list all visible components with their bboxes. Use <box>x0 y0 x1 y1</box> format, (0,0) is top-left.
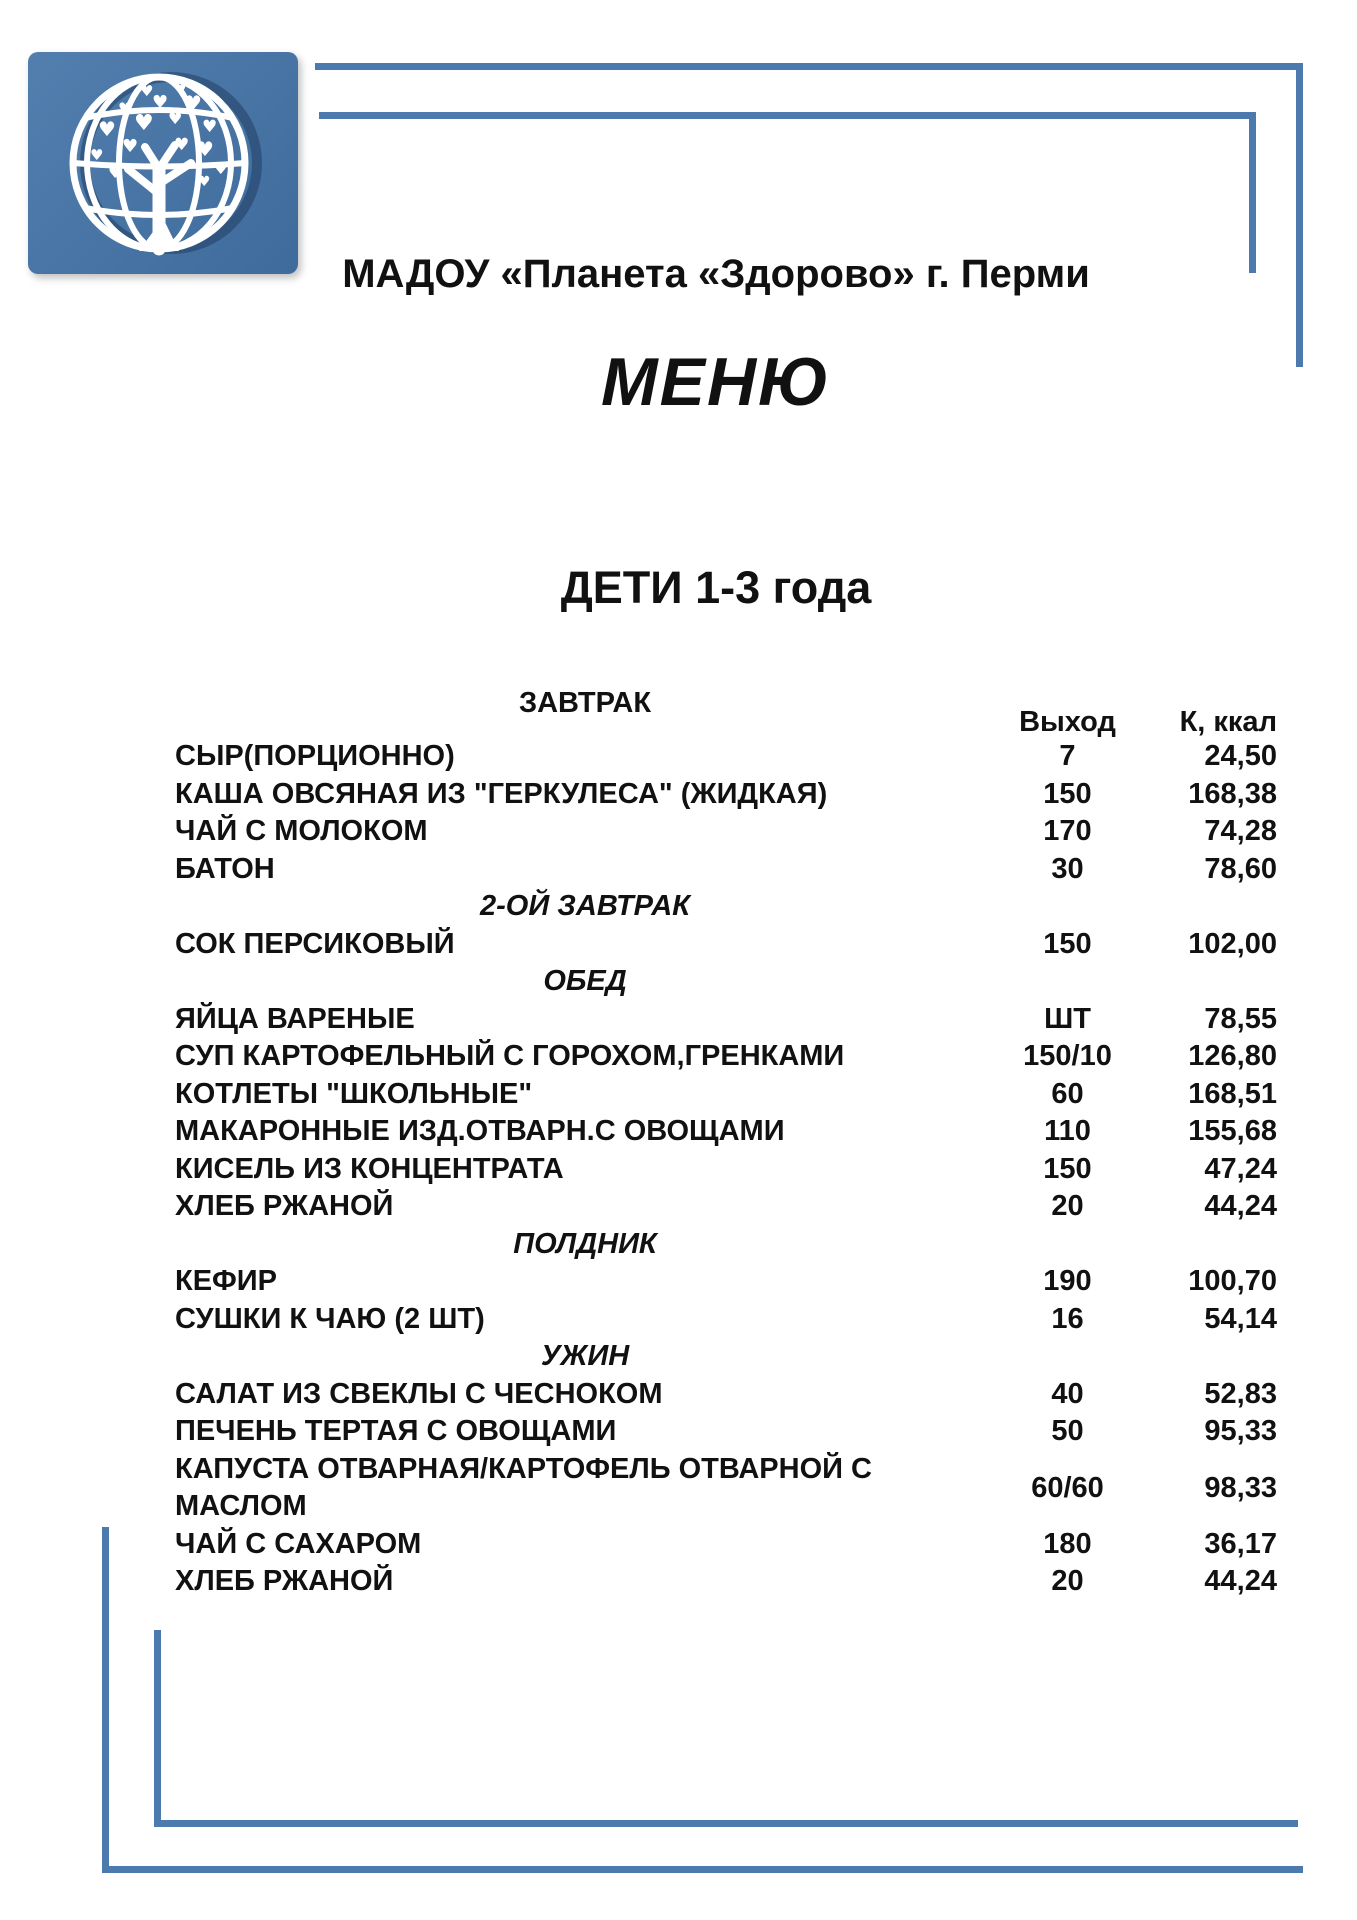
item-calories: 155,68 <box>1188 1115 1277 1147</box>
svg-text:♥: ♥ <box>98 117 116 141</box>
section-label: УЖИН <box>540 1340 630 1372</box>
menu-section-header <box>155 1338 1277 1376</box>
menu-item-row <box>155 1563 1277 1601</box>
menu-item-row <box>155 1038 1277 1076</box>
item-output: 30 <box>1051 852 1084 885</box>
section-label: 2-ОЙ ЗАВТРАК <box>480 890 690 922</box>
svg-text:♥: ♥ <box>90 146 104 164</box>
menu-item-row <box>155 1001 1277 1039</box>
item-calories: 47,24 <box>1204 1152 1277 1185</box>
org-title: МАДОУ «Планета «Здорово» г. Перми <box>342 252 1090 296</box>
svg-text:♥: ♥ <box>168 109 183 128</box>
menu-item-row <box>155 926 1277 964</box>
top-border-inner-line <box>319 112 1256 119</box>
item-calories: 36,17 <box>1204 1527 1277 1560</box>
section-label: ЗАВТРАК <box>518 687 652 719</box>
left-border-inner-line <box>154 1630 161 1827</box>
menu-table-rows <box>155 686 1277 1601</box>
svg-text:♥: ♥ <box>174 135 190 155</box>
item-output: 190 <box>1043 1265 1092 1297</box>
menu-item-row <box>155 1151 1277 1189</box>
item-output: 150 <box>1043 927 1092 960</box>
top-border-outer-line <box>315 63 1303 70</box>
item-output: ШТ <box>1044 1002 1091 1035</box>
menu-item-row <box>155 1451 1277 1526</box>
column-header-output: Выход <box>1019 706 1116 738</box>
item-output: 20 <box>1051 1190 1084 1222</box>
menu-item-row <box>155 813 1277 851</box>
svg-text:♥: ♥ <box>122 136 139 157</box>
item-calories: 168,38 <box>1188 777 1277 810</box>
item-calories: 44,24 <box>1204 1565 1277 1597</box>
globe-tree-logo-icon <box>28 52 298 274</box>
menu-section-header <box>155 963 1277 1001</box>
item-calories: 78,60 <box>1204 852 1277 885</box>
menu-item-row <box>155 738 1277 776</box>
svg-text:♥: ♥ <box>214 160 228 178</box>
item-name: ЯЙЦА ВАРЕНЫЕ <box>175 1002 415 1035</box>
item-name: ЧАЙ С МОЛОКОМ <box>175 815 428 847</box>
menu-item-row <box>155 1526 1277 1564</box>
item-calories: 54,14 <box>1204 1302 1277 1335</box>
item-output: 50 <box>1051 1415 1084 1447</box>
audience-title: ДЕТИ 1-3 года <box>560 562 872 613</box>
item-output: 110 <box>1044 1115 1091 1147</box>
menu-item-row <box>155 1263 1277 1301</box>
item-calories: 52,83 <box>1204 1377 1277 1410</box>
item-name: КАПУСТА ОТВАРНАЯ/КАРТОФЕЛЬ ОТВАРНОЙ С МАСЛОМ <box>175 1452 872 1522</box>
item-name: ПЕЧЕНЬ ТЕРТАЯ С ОВОЩАМИ <box>175 1415 617 1447</box>
svg-text:♥: ♥ <box>134 111 154 136</box>
menu-item-row <box>155 1188 1277 1226</box>
item-name: ЧАЙ С САХАРОМ <box>175 1527 422 1560</box>
item-output: 170 <box>1043 815 1092 847</box>
item-name: КИСЕЛЬ ИЗ КОНЦЕНТРАТА <box>175 1152 564 1185</box>
item-calories: 74,28 <box>1204 815 1277 847</box>
logo-tile <box>28 52 298 274</box>
item-calories: 126,80 <box>1188 1040 1277 1072</box>
item-name: САЛАТ ИЗ СВЕКЛЫ С ЧЕСНОКОМ <box>175 1377 663 1410</box>
column-header-calories: К, ккал <box>1179 706 1277 738</box>
menu-section-header <box>155 1226 1277 1264</box>
menu-item-row <box>155 1301 1277 1339</box>
svg-text:♥: ♥ <box>174 82 187 98</box>
item-name: ХЛЕБ РЖАНОЙ <box>175 1565 394 1597</box>
right-border-outer-line <box>1296 63 1303 367</box>
bottom-border-outer-line <box>102 1866 1303 1873</box>
item-output: 150 <box>1043 777 1092 810</box>
menu-title: МЕНЮ <box>601 344 831 420</box>
item-output: 150 <box>1043 1152 1092 1185</box>
item-output: 7 <box>1059 740 1076 772</box>
menu-item-row <box>155 1376 1277 1414</box>
item-name: СУШКИ К ЧАЮ (2 ШТ) <box>175 1302 485 1335</box>
menu-section-header <box>155 888 1277 926</box>
right-border-inner-line <box>1249 112 1256 273</box>
menu-item-row <box>155 1076 1277 1114</box>
svg-text:♥: ♥ <box>140 82 154 100</box>
menu-item-row <box>155 776 1277 814</box>
section-label: ОБЕД <box>543 965 627 997</box>
bottom-border-inner-line <box>154 1820 1298 1827</box>
item-calories: 168,51 <box>1188 1077 1277 1110</box>
svg-text:♥: ♥ <box>108 163 123 182</box>
item-output: 60 <box>1051 1077 1084 1110</box>
svg-text:♥: ♥ <box>202 117 218 137</box>
item-name: МАКАРОННЫЕ ИЗД.ОТВАРН.С ОВОЩАМИ <box>175 1115 785 1147</box>
item-calories: 78,55 <box>1204 1002 1277 1035</box>
menu-item-row <box>155 1113 1277 1151</box>
item-name: СУП КАРТОФЕЛЬНЫЙ С ГОРОХОМ,ГРЕНКАМИ <box>175 1040 845 1072</box>
svg-text:♥: ♥ <box>184 91 202 115</box>
menu-section-header <box>155 686 1277 738</box>
item-name: КЕФИР <box>175 1265 277 1297</box>
item-calories: 98,33 <box>1204 1471 1277 1504</box>
svg-text:♥: ♥ <box>118 99 133 118</box>
item-name: КАША ОВСЯНАЯ ИЗ "ГЕРКУЛЕСА" (ЖИДКАЯ) <box>175 777 828 810</box>
item-name: СЫР(ПОРЦИОННО) <box>175 740 455 772</box>
menu-item-row <box>155 851 1277 889</box>
svg-text:♥: ♥ <box>198 174 211 190</box>
item-output: 180 <box>1043 1527 1092 1560</box>
item-output: 20 <box>1051 1565 1084 1597</box>
item-name: БАТОН <box>175 852 275 885</box>
item-output: 60/60 <box>1031 1471 1104 1504</box>
item-name: ХЛЕБ РЖАНОЙ <box>175 1190 394 1222</box>
item-calories: 24,50 <box>1204 740 1277 772</box>
svg-text:♥: ♥ <box>196 137 214 161</box>
left-border-outer-line <box>102 1527 109 1873</box>
item-name: СОК ПЕРСИКОВЫЙ <box>175 927 455 960</box>
item-output: 16 <box>1051 1302 1084 1335</box>
item-calories: 100,70 <box>1188 1265 1277 1297</box>
item-output: 40 <box>1051 1377 1084 1410</box>
item-calories: 95,33 <box>1204 1415 1277 1447</box>
menu-item-row <box>155 1413 1277 1451</box>
section-label: ПОЛДНИК <box>513 1227 657 1260</box>
item-output: 150/10 <box>1023 1040 1112 1072</box>
svg-text:♥: ♥ <box>152 92 169 113</box>
item-name: КОТЛЕТЫ "ШКОЛЬНЫЕ" <box>175 1077 533 1110</box>
item-calories: 102,00 <box>1188 927 1277 960</box>
item-calories: 44,24 <box>1204 1190 1277 1222</box>
